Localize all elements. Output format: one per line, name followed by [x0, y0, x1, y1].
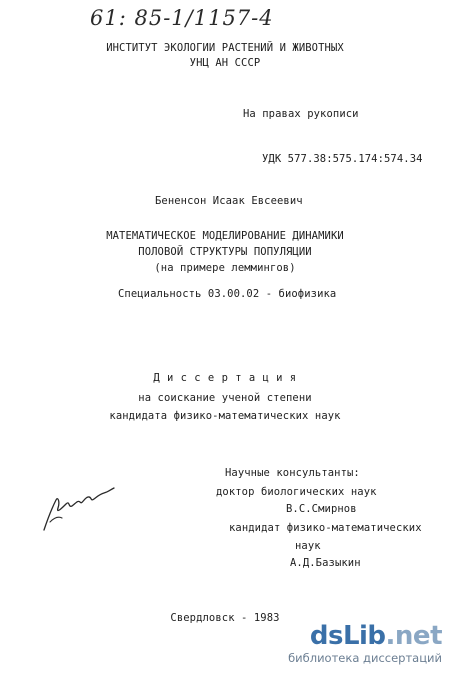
specialty: Специальность 03.00.02 - биофизика: [118, 288, 337, 300]
institute-line-2: УНЦ АН СССР: [189, 57, 261, 69]
dissertation-line-2: кандидата физико-математических наук: [109, 410, 341, 422]
advisor-2-degree-line-2: наук: [295, 540, 321, 552]
title-line-3: (на примере леммингов): [154, 262, 296, 274]
watermark-subtitle: библиотека диссертаций: [288, 651, 442, 665]
rights-note: На правах рукописи: [243, 108, 359, 120]
advisors-heading: Научные консультанты:: [225, 467, 360, 479]
handwritten-archive-code: 61: 85-1/1157-4: [90, 6, 274, 30]
advisor-1-name: В.С.Смирнов: [286, 503, 357, 515]
city-year: Свердловск - 1983: [170, 612, 280, 624]
author-name: Бененсон Исаак Евсеевич: [155, 195, 303, 207]
watermark-logo-part-1: dsLib: [309, 621, 386, 651]
udc-code: УДК 577.38:575.174:574.34: [262, 153, 423, 165]
advisor-2-name: А.Д.Базыкин: [290, 557, 361, 569]
dissertation-line-1: на соискание ученой степени: [138, 392, 312, 404]
advisor-1-degree: доктор биологических наук: [216, 486, 377, 498]
handwritten-signature: [38, 478, 118, 538]
title-line-1: МАТЕМАТИЧЕСКОЕ МОДЕЛИРОВАНИЕ ДИНАМИКИ: [106, 230, 344, 242]
dissertation-heading: Д и с с е р т а ц и я: [153, 372, 297, 384]
advisor-2-degree-line-1: кандидат физико-математических: [229, 522, 422, 534]
watermark: [288, 623, 442, 665]
watermark-logo: [288, 623, 442, 649]
institute-line-1: ИНСТИТУТ ЭКОЛОГИИ РАСТЕНИЙ И ЖИВОТНЫХ: [106, 42, 344, 54]
title-line-2: ПОЛОВОЙ СТРУКТУРЫ ПОПУЛЯЦИИ: [138, 246, 312, 258]
watermark-logo-part-2: .net: [385, 621, 442, 651]
